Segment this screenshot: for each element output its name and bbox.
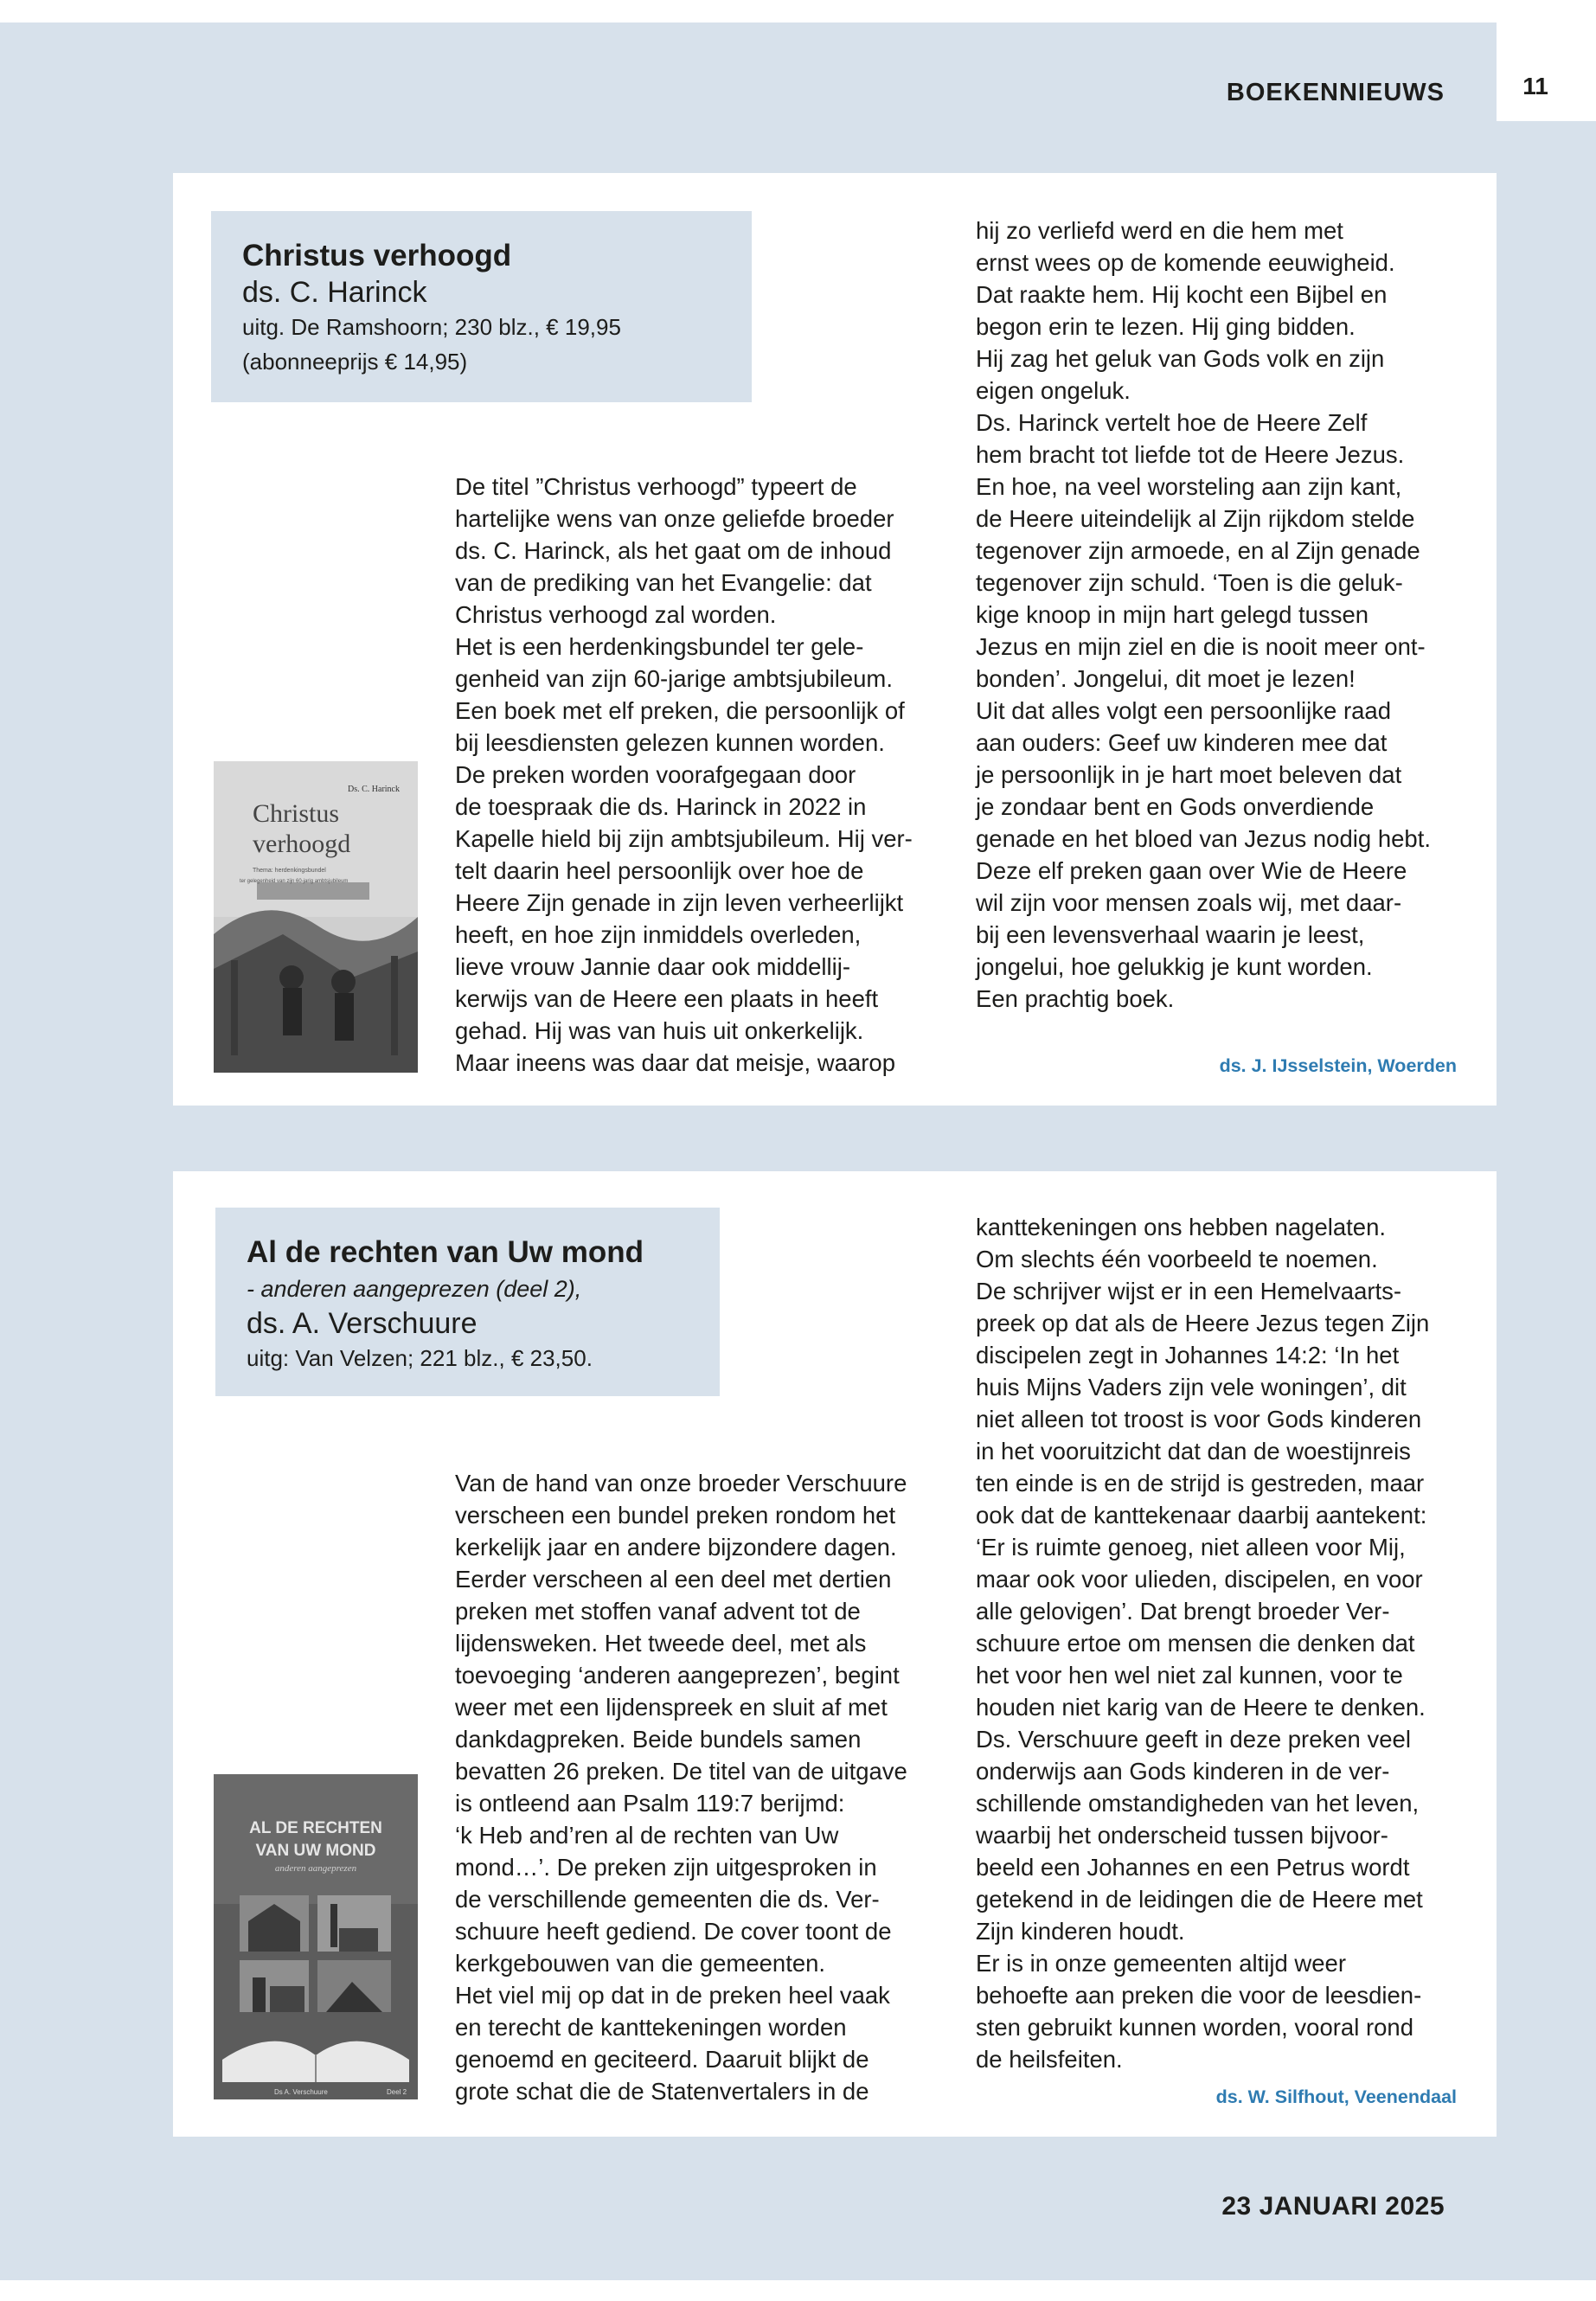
cover-author: Ds. C. Harinck (348, 785, 400, 794)
cover-title-line-1: AL DE RECHTEN (249, 1819, 382, 1837)
review-card-2 (173, 1171, 1497, 2137)
cover-title-line-2: VAN UW MOND (255, 1842, 376, 1860)
book-cover-illustration (214, 761, 418, 1073)
reviewer-signature: ds. W. Silfhout, Veenendaal (1215, 2086, 1457, 2107)
book-info-box (215, 1208, 720, 1396)
review-text-column-right: kanttekeningen ons hebben nagelaten. Om slechts één voorbeeld te noemen. De schrijver wijst er in een Hemelvaarts- preek op dat als de Heere Jezus tegen Zijn discipelen zegt in Johannes 14:2: ‘In het huis Mijns Vaders zijn vele woningen’, dit niet alleen tot troost is voor Gods kinderen in het vooruitzicht dat dan de woestijnreis ten einde is en de strijd is gestreden, maar ook dat de kanttekenaar daarbij aantekent: ‘Er is ruimte genoeg, niet alleen voor Mij, maar ook voor ulieden, discipelen, en voor alle gelovigen’. Dat brengt broeder Ver- schuure ertoe om mensen die denken dat het voor hen wel niet zal kunnen, voor te houden niet karig van de Heere te denken. Ds. Verschuure geeft in deze preken veel onderwijs aan Gods kinderen in de ver- schillende omstandigheden van het leven, waarbij het onderscheid tussen bijvoor- beeld een Johannes en een Petrus wordt getekend in de leidingen die de Heere met Zijn kinderen houdt. Er is in onze gemeenten altijd weer behoefte aan preken die voor de leesdien- sten gebruikt kunnen worden, vooral rond de heilsfeiten. (976, 1214, 1430, 2073)
book-title: Christus verhoogd (242, 239, 512, 272)
cover-author: Ds A. Verschuure (274, 2088, 328, 2096)
book-subscriber-price: (abonneeprijs € 14,95) (242, 349, 468, 375)
cover-title-line-1: Christus (253, 799, 340, 828)
book-title: Al de rechten van Uw mond (247, 1235, 644, 1269)
cover-title-line-2: verhoogd (253, 830, 351, 858)
book-cover-image (214, 1774, 418, 2099)
review-text-column-left: Van de hand van onze broeder Verschuure verscheen een bundel preken rondom het kerkelijk jaar en andere bijzondere dagen. Eerder verscheen al een deel met dertien preken met stoffen vanaf advent tot de lijdensweken. Het tweede deel, met als toevoeging ‘anderen aangeprezen’, begint weer met een lijdenspreek en sluit af met dankdagpreken. Beide bundels samen bevatten 26 preken. De titel van de uitgave is ontleend aan Psalm 119:7 berijmd: ‘k Heb and’ren al de rechten van Uw mond…’. De preken zijn uitgesproken in de verschillende gemeenten die ds. Ver- schuure heeft gediend. De cover toont de kerkgebouwen van die gemeenten. Het viel mij op dat in de preken heel vaak en terecht de kanttekeningen worden genoemd en geciteerd. Daaruit blijkt de grote schat die de Statenvertalers in de (455, 1470, 907, 2105)
book-info-box (211, 211, 752, 402)
section-title: BOEKENNIEUWS (1226, 79, 1445, 106)
cover-part: Deel 2 (387, 2088, 407, 2096)
page-number-box (1497, 22, 1596, 121)
cover-subtitle-line-1: Thema: herdenkingsbundel (253, 868, 326, 874)
book-cover-illustration (214, 1774, 418, 2099)
book-cover-image (214, 761, 418, 1073)
book-author: ds. A. Verschuure (247, 1307, 478, 1340)
review-text-column-right: hij zo verliefd werd en die hem met ernst wees op de komende eeuwigheid. Dat raakte hem. Hij kocht een Bijbel en begon erin te lezen. Hij ging bidden. Hij zag het geluk van Gods volk en zijn eigen ongeluk. Ds. Harinck vertelt hoe de Heere Zelf hem bracht tot liefde tot de Heere Jezus. En hoe, na veel worsteling aan zijn kant, de Heere uiteindelijk al Zijn rijkdom stelde tegenover zijn armoede, en al Zijn genade tegenover zijn schuld. ‘Toen is die geluk- kige knoop in mijn hart gelegd tussen Jezus en mijn ziel en die is nooit meer ont- bonden’. Jongelui, dit moet je lezen! Uit dat alles volgt een persoonlijke raad aan ouders: Geef uw kinderen mee dat je persoonlijk in je hart moet beleven dat je zondaar bent en Gods onverdiende genade en het bloed van Jezus nodig hebt. Deze elf preken gaan over Wie de Heere wil zijn voor mensen zoals wij, met daar- bij een levensverhaal waarin je leest, jongelui, hoe gelukkig je kunt worden. Een prachtig boek. (976, 217, 1431, 1012)
page-number: 11 (1522, 73, 1548, 99)
book-subtitle: - anderen aangeprezen (deel 2), (247, 1276, 582, 1302)
book-publisher-info: uitg. De Ramshoorn; 230 blz., € 19,95 (242, 314, 621, 340)
issue-date: 23 JANUARI 2025 (1221, 2192, 1445, 2221)
book-publisher-info: uitg: Van Velzen; 221 blz., € 23,50. (247, 1345, 593, 1371)
review-card-1 (173, 173, 1497, 1106)
book-author: ds. C. Harinck (242, 276, 427, 309)
cover-subtitle-line-2: ter gelegenheid van zijn 60-jarig ambtsjubileum (240, 879, 349, 884)
reviewer-signature: ds. J. IJsselstein, Woerden (1219, 1055, 1457, 1076)
review-text-column-left: De titel ”Christus verhoogd” typeert de hartelijke wens van onze geliefde broeder ds. C. Harinck, als het gaat om de inhoud van de prediking van het Evangelie: dat Christus verhoogd zal worden. Het is een herdenkingsbundel ter gele- genheid van zijn 60-jarige ambtsjubileum. Een boek met elf preken, die persoonlijk of bij leesdiensten gelezen kunnen worden. De preken worden voorafgegaan door de toespraak die ds. Harinck in 2022 in Kapelle hield bij zijn ambtsjubileum. Hij ver- telt daarin heel persoonlijk over hoe de Heere Zijn genade in zijn leven verheerlijkt heeft, en hoe zijn inmiddels overleden, lieve vrouw Jannie daar ook middellij- kerwijs van de Heere een plaats in heeft gehad. Hij was van huis uit onkerkelijk. Maar ineens was daar dat meisje, waarop (455, 473, 913, 1076)
cover-subtitle: anderen aangeprezen (274, 1863, 357, 1874)
